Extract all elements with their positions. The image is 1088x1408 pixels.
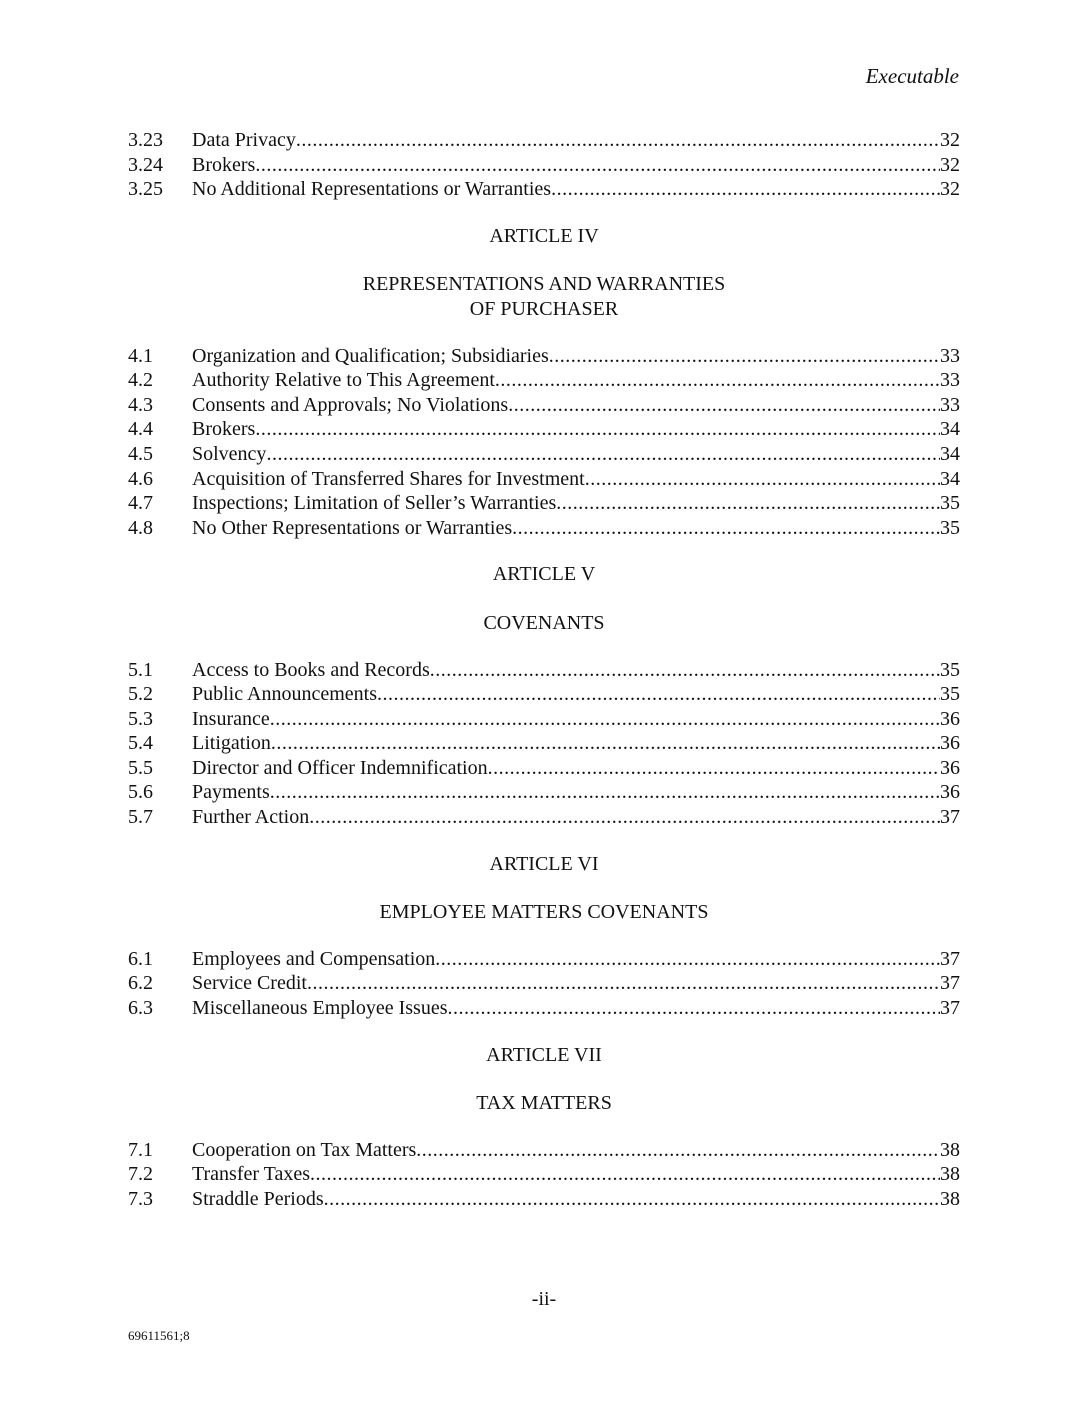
- section-number: 4.8: [128, 516, 153, 539]
- dot-leader: [309, 805, 940, 830]
- section-page-number: 35: [940, 658, 960, 681]
- dot-leader: [549, 344, 940, 369]
- section-page-number: 32: [940, 129, 960, 151]
- section-title: Inspections; Limitation of Seller’s Warranties: [192, 492, 557, 515]
- section-title: Insurance: [192, 707, 270, 730]
- section-number: 5.6: [128, 781, 153, 804]
- toc-entry[interactable]: [128, 393, 960, 418]
- toc-entry[interactable]: [128, 128, 960, 153]
- dot-leader: [488, 756, 940, 781]
- section-title: Brokers: [192, 153, 256, 176]
- section-title: Straddle Periods: [192, 1188, 324, 1210]
- section-page-number: 34: [940, 418, 960, 441]
- section-page-number: 35: [940, 492, 960, 515]
- article-title: [128, 1091, 960, 1116]
- table-of-contents: [128, 128, 960, 1212]
- section-number: 6.3: [128, 997, 153, 1020]
- toc-group: [128, 128, 960, 202]
- section-page-number: 37: [940, 997, 960, 1020]
- section-title: Authority Relative to This Agreement: [192, 369, 495, 392]
- section-number: 3.23: [128, 129, 163, 151]
- section-title: No Additional Representations or Warranties: [192, 178, 552, 201]
- header-label: Executable: [865, 64, 959, 88]
- document-id: 69611561;8: [128, 1328, 190, 1343]
- dot-leader: [377, 682, 940, 707]
- section-number: 5.7: [128, 806, 153, 829]
- toc-entry[interactable]: [128, 1138, 960, 1163]
- section-page-number: 33: [940, 369, 960, 392]
- toc-entry[interactable]: [128, 1187, 960, 1212]
- section-page-number: 33: [940, 344, 960, 367]
- section-page-number: 33: [940, 393, 960, 416]
- article-title: [128, 272, 960, 321]
- section-page-number: 38: [940, 1163, 960, 1186]
- section-title: Transfer Taxes: [192, 1163, 311, 1186]
- toc-entry[interactable]: [128, 1162, 960, 1187]
- dot-leader: [255, 153, 940, 178]
- section-number: 4.4: [128, 418, 153, 441]
- section-title: Access to Books and Records: [192, 658, 430, 681]
- section-page-number: 35: [940, 683, 960, 706]
- toc-entry[interactable]: [128, 177, 960, 202]
- toc-entry[interactable]: [128, 442, 960, 467]
- section-title: Brokers: [192, 418, 256, 441]
- toc-entry[interactable]: [128, 731, 960, 756]
- dot-leader: [448, 996, 941, 1021]
- section-number: 6.2: [128, 972, 153, 995]
- dot-leader: [585, 467, 940, 492]
- section-number: 7.2: [128, 1163, 153, 1186]
- section-number: 3.25: [128, 178, 163, 201]
- section-title: Payments: [192, 781, 270, 804]
- dot-leader: [324, 1187, 940, 1212]
- toc-entry[interactable]: [128, 516, 960, 541]
- dot-leader: [551, 177, 940, 202]
- dot-leader: [255, 417, 940, 442]
- section-title: Director and Officer Indemnification: [192, 756, 488, 779]
- section-page-number: 34: [940, 442, 960, 465]
- toc-group: [128, 562, 960, 829]
- dot-leader: [508, 393, 940, 418]
- toc-entry[interactable]: [128, 947, 960, 972]
- section-page-number: 37: [940, 947, 960, 970]
- section-page-number: 37: [940, 806, 960, 829]
- article-title-line: REPRESENTATIONS AND WARRANTIES: [362, 273, 726, 296]
- toc-entry[interactable]: [128, 707, 960, 732]
- section-number: 4.1: [128, 344, 153, 367]
- article-label: ARTICLE VII: [486, 1043, 602, 1066]
- section-title: Employees and Compensation: [192, 947, 436, 970]
- article-title: [128, 611, 960, 636]
- section-page-number: 38: [940, 1138, 960, 1161]
- section-page-number: 34: [940, 467, 960, 490]
- toc-entry[interactable]: [128, 971, 960, 996]
- section-number: 4.6: [128, 467, 153, 490]
- toc-entry[interactable]: [128, 780, 960, 805]
- section-title: Acquisition of Transferred Shares for Investment: [192, 467, 585, 490]
- dot-leader: [266, 442, 940, 467]
- toc-entry[interactable]: [128, 467, 960, 492]
- section-page-number: 36: [940, 781, 960, 804]
- dot-leader: [270, 707, 940, 732]
- section-number: 5.2: [128, 683, 153, 706]
- section-page-number: 32: [940, 178, 960, 201]
- section-title: Further Action: [192, 806, 310, 829]
- section-title: Data Privacy: [192, 129, 296, 151]
- section-title: Miscellaneous Employee Issues: [192, 997, 448, 1020]
- section-page-number: 36: [940, 756, 960, 779]
- article-title: [128, 900, 960, 925]
- toc-entry[interactable]: [128, 756, 960, 781]
- toc-entry[interactable]: [128, 417, 960, 442]
- toc-group: [128, 1043, 960, 1212]
- section-title: Cooperation on Tax Matters: [192, 1138, 417, 1161]
- section-number: 3.24: [128, 153, 163, 176]
- article-label: ARTICLE V: [492, 563, 596, 586]
- toc-entry[interactable]: [128, 491, 960, 516]
- section-number: 4.3: [128, 393, 153, 416]
- section-title: Organization and Qualification; Subsidiaries: [192, 344, 549, 367]
- dot-leader: [416, 1138, 940, 1163]
- toc-entry[interactable]: [128, 153, 960, 178]
- dot-leader: [270, 780, 940, 805]
- toc-entry[interactable]: [128, 368, 960, 393]
- toc-group: [128, 224, 960, 541]
- dot-leader: [307, 971, 940, 996]
- toc-entry[interactable]: [128, 344, 960, 369]
- article-title-line: OF PURCHASER: [469, 297, 619, 320]
- section-title: Solvency: [192, 442, 267, 465]
- section-number: 7.3: [128, 1188, 153, 1210]
- dot-leader: [495, 368, 940, 393]
- section-title: Public Announcements: [192, 683, 377, 706]
- dot-leader: [512, 516, 940, 541]
- section-number: 5.1: [128, 658, 153, 681]
- section-number: 5.5: [128, 756, 153, 779]
- article-label: ARTICLE VI: [489, 852, 599, 875]
- toc-entry[interactable]: [128, 682, 960, 707]
- toc-entry[interactable]: [128, 996, 960, 1021]
- section-page-number: 36: [940, 707, 960, 730]
- section-number: 7.1: [128, 1138, 153, 1161]
- article-title-line: EMPLOYEE MATTERS COVENANTS: [379, 901, 709, 924]
- dot-leader: [435, 947, 940, 972]
- dot-leader: [271, 731, 940, 756]
- section-number: 6.1: [128, 947, 153, 970]
- section-title: Consents and Approvals; No Violations: [192, 393, 509, 416]
- dot-leader: [310, 1162, 940, 1187]
- section-page-number: 35: [940, 516, 960, 539]
- dot-leader: [430, 658, 940, 683]
- toc-group: [128, 852, 960, 1021]
- section-page-number: 36: [940, 732, 960, 755]
- toc-entry[interactable]: [128, 658, 960, 683]
- section-number: 4.5: [128, 442, 153, 465]
- page-number: -ii-: [531, 1288, 557, 1310]
- article-title-line: TAX MATTERS: [476, 1092, 612, 1115]
- section-number: 5.3: [128, 707, 153, 730]
- section-title: Service Credit: [192, 972, 307, 995]
- section-page-number: 37: [940, 972, 960, 995]
- section-page-number: 32: [940, 153, 960, 176]
- article-label: ARTICLE IV: [489, 224, 599, 247]
- dot-leader: [296, 128, 940, 153]
- section-title: Litigation: [192, 732, 271, 755]
- section-number: 4.2: [128, 369, 153, 392]
- article-title-line: COVENANTS: [483, 611, 605, 634]
- section-number: 4.7: [128, 492, 153, 515]
- section-title: No Other Representations or Warranties: [192, 516, 513, 539]
- section-number: 5.4: [128, 732, 153, 755]
- toc-entry[interactable]: [128, 805, 960, 830]
- dot-leader: [556, 491, 940, 516]
- section-page-number: 38: [940, 1188, 960, 1210]
